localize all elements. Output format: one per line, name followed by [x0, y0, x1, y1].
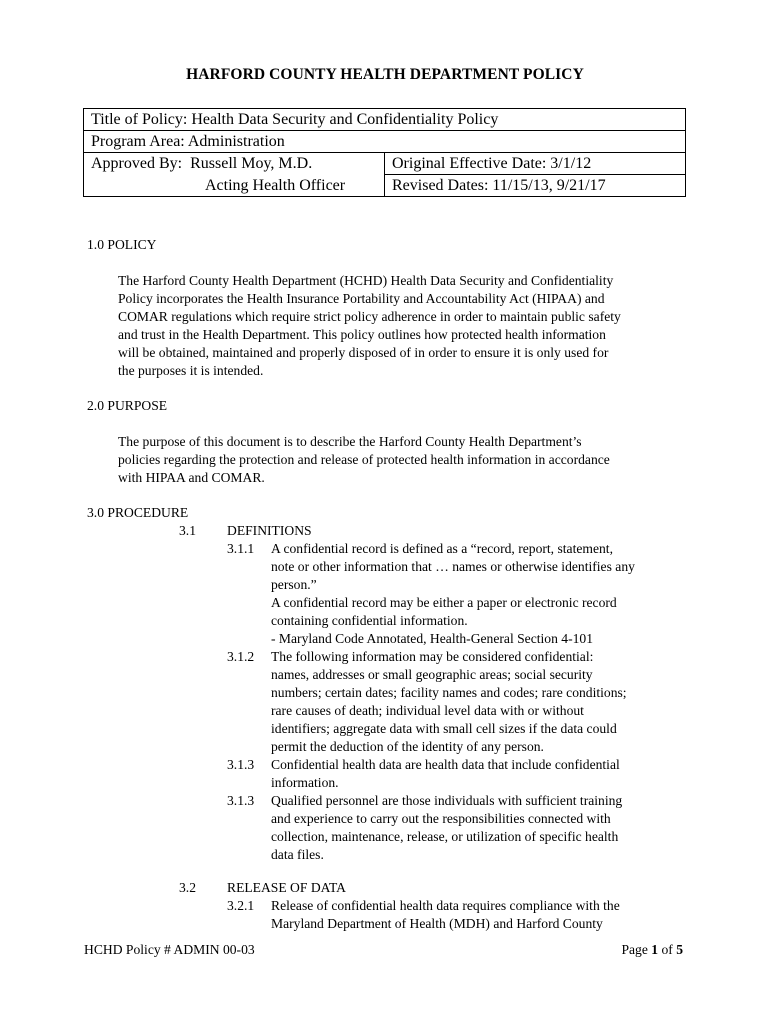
page-of: of [658, 942, 677, 957]
footer-page-indicator [621, 942, 683, 958]
paragraph-line: with HIPAA and COMAR. [118, 470, 265, 485]
paragraph-line: and experience to carry out the responsibilities connected with [271, 811, 611, 826]
program-label: Program Area: [91, 133, 185, 150]
paragraph-line: A confidential record may be either a paper or electronic record [271, 595, 617, 610]
paragraph-line: - Maryland Code Annotated, Health-General Section 4-101 [271, 631, 594, 646]
page-prefix: Page [621, 942, 652, 957]
paragraph-line: permit the deduction of the identity of any person. [271, 739, 544, 754]
paragraph-line: data files. [271, 847, 324, 862]
page-title: HARFORD COUNTY HEALTH DEPARTMENT POLICY [186, 66, 584, 83]
subsection-3-2-number: 3.2 [179, 880, 196, 895]
paragraph-line: the purposes it is intended. [118, 363, 264, 378]
paragraph-line: The purpose of this document is to describe the Harford County Health Department’s [118, 434, 582, 449]
paragraph-line: The Harford County Health Department (HCHD) Health Data Security and Confidentiality [118, 273, 614, 288]
item-3-1-3-number: 3.1.3 [227, 757, 255, 772]
paragraph-line: note or other information that … names or otherwise identifies any [271, 559, 635, 574]
page-total: 5 [676, 942, 683, 957]
paragraph-line: collection, maintenance, release, or utilization of specific health [271, 829, 619, 844]
title-of-policy-cell [84, 109, 686, 131]
paragraph-line: Confidential health data are health data that include confidential [271, 757, 620, 772]
program-area-cell [84, 131, 686, 153]
section-2-paragraph [118, 433, 610, 487]
paragraph-line: The following information may be considered confidential: [271, 649, 594, 664]
page-current: 1 [651, 942, 659, 957]
paragraph-line: will be obtained, maintained and properly disposed of in order to ensure it is only used for [118, 345, 609, 360]
revised-dates-cell: Revised Dates: 11/15/13, 9/21/17 [385, 175, 686, 197]
approved-by-cell [84, 153, 385, 175]
paragraph-line: containing confidential information. [271, 613, 468, 628]
section-3-heading: 3.0 PROCEDURE [87, 505, 189, 520]
paragraph-line: identifiers; aggregate data with small cell sizes if the data could [271, 721, 617, 736]
paragraph-line: names, addresses or small geographic areas; social security [271, 667, 593, 682]
title-label: Title of Policy: [91, 111, 188, 128]
subsection-3-1-title: DEFINITIONS [227, 523, 312, 538]
item-3-1-3b-text [271, 792, 622, 864]
subsection-3-2-title: RELEASE OF DATA [227, 880, 346, 895]
approved-label: Approved By: [91, 155, 183, 173]
paragraph-line: Policy incorporates the Health Insurance Portability and Accountability Act (HIPAA) and [118, 291, 605, 306]
paragraph-line: Maryland Department of Health (MDH) and Harford County [271, 916, 603, 931]
item-3-1-3b-number: 3.1.3 [227, 793, 255, 808]
paragraph-line: and trust in the Health Department. This policy outlines how protected health information [118, 327, 606, 342]
paragraph-line: numbers; certain dates; facility names and codes; rare conditions; [271, 685, 627, 700]
paragraph-line: person.” [271, 577, 317, 592]
program-value: Administration [187, 133, 285, 150]
item-3-1-2-number: 3.1.2 [227, 649, 255, 664]
item-3-1-1-text [271, 540, 635, 648]
item-3-1-2-text [271, 648, 627, 756]
footer-policy-number: HCHD Policy # ADMIN 00-03 [84, 942, 255, 957]
section-2-heading: 2.0 PURPOSE [87, 398, 168, 413]
item-3-1-1-number: 3.1.1 [227, 541, 255, 556]
section-1-paragraph [118, 272, 621, 380]
item-3-1-3-text [271, 756, 620, 792]
paragraph-line: rare causes of death; individual level data with or without [271, 703, 584, 718]
approved-role-cell: Acting Health Officer [84, 175, 385, 197]
item-3-2-1-text [271, 897, 620, 933]
paragraph-line: A confidential record is defined as a “record, report, statement, [271, 541, 613, 556]
policy-header-table [83, 108, 686, 197]
paragraph-line: policies regarding the protection and release of protected health information in accordance [118, 452, 610, 467]
paragraph-line: COMAR regulations which require strict policy adherence in order to maintain public safety [118, 309, 621, 324]
section-1-heading: 1.0 POLICY [87, 237, 157, 252]
effective-date-cell: Original Effective Date: 3/1/12 [385, 153, 686, 175]
item-3-2-1-number: 3.2.1 [227, 898, 255, 913]
paragraph-line: information. [271, 775, 339, 790]
approved-value: Russell Moy, M.D. [190, 155, 313, 173]
title-value: Health Data Security and Confidentiality Policy [191, 111, 499, 128]
paragraph-line: Qualified personnel are those individuals with sufficient training [271, 793, 623, 808]
paragraph-line: Release of confidential health data requires compliance with the [271, 898, 620, 913]
subsection-3-1-number: 3.1 [179, 523, 196, 538]
